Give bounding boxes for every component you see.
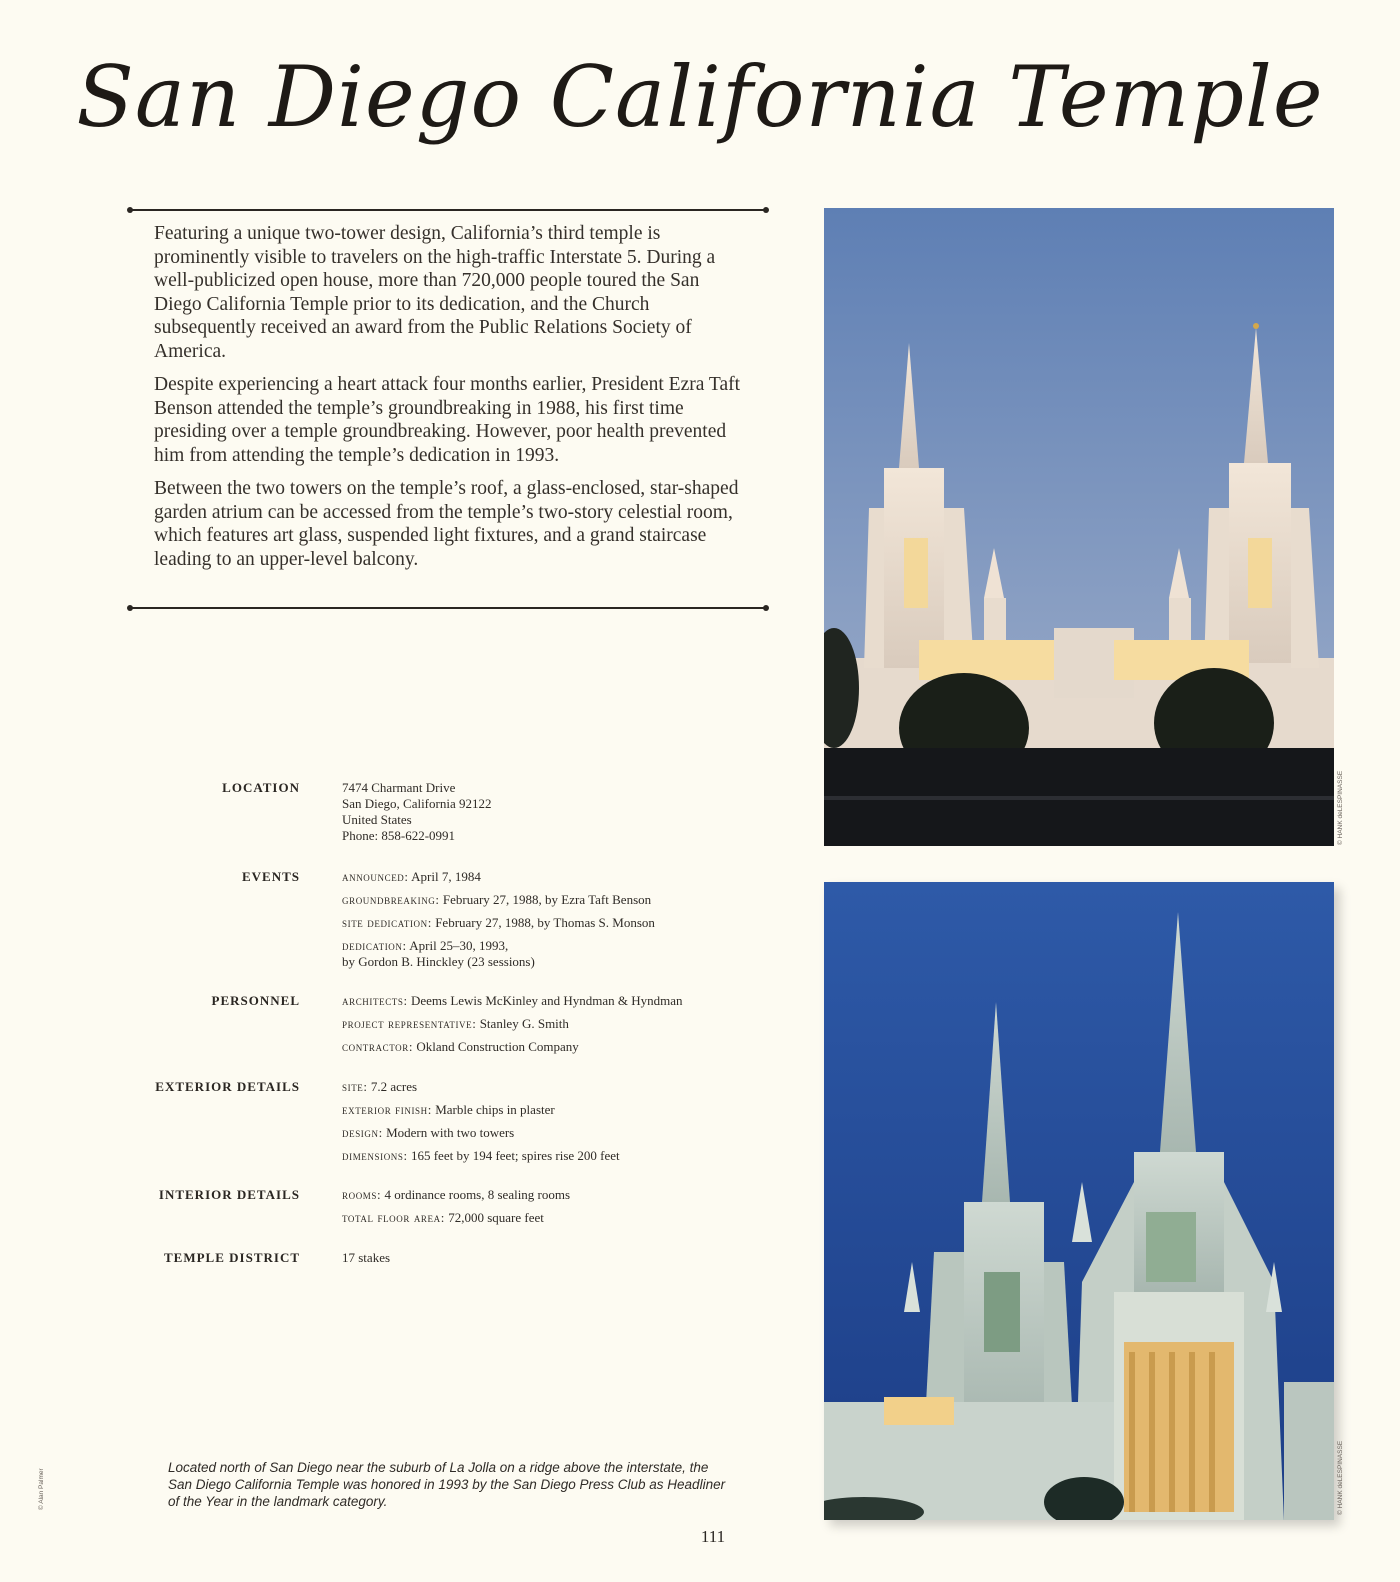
personnel-value: Deems Lewis McKinley and Hyndman & Hyndman xyxy=(407,993,683,1008)
temple-photo-night-art xyxy=(824,882,1334,1520)
personnel-key: project representative: xyxy=(342,1016,477,1031)
event-key: announced: xyxy=(342,869,409,884)
exterior-value: 7.2 acres xyxy=(367,1079,418,1094)
event-value: February 27, 1988, by Ezra Taft Benson xyxy=(439,892,652,907)
event-entry xyxy=(342,892,780,908)
event-value-continued: by Gordon B. Hinckley (23 sessions) xyxy=(342,954,535,969)
exterior-key: dimensions: xyxy=(342,1148,408,1163)
exterior-key: design: xyxy=(342,1125,383,1140)
personnel-row xyxy=(140,993,780,1055)
personnel-value: Stanley G. Smith xyxy=(476,1016,569,1031)
photo-caption: Located north of San Diego near the suburb of La Jolla on a ridge above the interstate, the San Diego California Temple was honored in 1993 by the San Diego Press Club as Headliner of the Year in the landmark category. xyxy=(168,1460,726,1509)
exterior-entry xyxy=(342,1148,780,1164)
interior-value: 4 ordinance rooms, 8 sealing rooms xyxy=(381,1187,571,1202)
interior-value xyxy=(342,1187,780,1226)
event-entry xyxy=(342,869,780,885)
interior-entry xyxy=(342,1187,780,1203)
personnel-value: Okland Construction Company xyxy=(413,1039,579,1054)
temple-photo-night xyxy=(824,882,1334,1520)
personnel-entry xyxy=(342,1016,780,1032)
intro-paragraph: Between the two towers on the temple’s roof, a glass-enclosed, star-shaped garden atrium can be accessed from the temple’s two-story celestial room, which features art glass, suspended light fixtures, and a grand staircase leading to an upper-level balcony. xyxy=(154,478,739,570)
location-value xyxy=(342,780,780,844)
events-value xyxy=(342,869,780,970)
photo-credit-2: © HANK deLESPINASSE xyxy=(1337,1440,1344,1515)
photo-credit-left: © Alan Palmer xyxy=(38,1468,45,1510)
location-label: LOCATION xyxy=(222,780,300,795)
interior-entry xyxy=(342,1210,780,1226)
exterior-row xyxy=(140,1079,780,1164)
interior-row xyxy=(140,1187,780,1226)
exterior-value xyxy=(342,1079,780,1164)
events-row xyxy=(140,869,780,970)
temple-photo-dusk xyxy=(824,208,1334,846)
location-row xyxy=(140,780,780,844)
address-line: United States xyxy=(342,812,412,827)
event-key: dedication: xyxy=(342,938,407,953)
interior-label: INTERIOR DETAILS xyxy=(158,1187,300,1202)
address-line: 7474 Charmant Drive xyxy=(342,780,456,795)
page-number: 111 xyxy=(700,1527,726,1546)
event-entry xyxy=(342,938,780,970)
district-row xyxy=(140,1250,780,1266)
district-value: 17 stakes xyxy=(342,1250,391,1265)
page-title: San Diego California Temple xyxy=(76,48,1324,146)
interior-value: 72,000 square feet xyxy=(444,1210,544,1225)
event-value: February 27, 1988, by Thomas S. Monson xyxy=(431,915,655,930)
personnel-entry xyxy=(342,1039,780,1055)
interior-key: rooms: xyxy=(342,1187,382,1202)
exterior-entry xyxy=(342,1125,780,1141)
personnel-key: contractor: xyxy=(342,1039,414,1054)
top-divider xyxy=(130,209,766,211)
exterior-key: exterior finish: xyxy=(342,1102,432,1117)
personnel-value xyxy=(342,993,780,1055)
phone-line: Phone: 858-622-0991 xyxy=(342,828,456,843)
exterior-value: Marble chips in plaster xyxy=(431,1102,555,1117)
address-line: San Diego, California 92122 xyxy=(342,796,492,811)
exterior-entry xyxy=(342,1102,780,1118)
event-entry xyxy=(342,915,780,931)
personnel-entry xyxy=(342,993,780,1009)
personnel-label: PERSONNEL xyxy=(211,993,300,1008)
interior-key: total floor area: xyxy=(342,1210,445,1225)
event-key: site dedication: xyxy=(342,915,432,930)
exterior-key: site: xyxy=(342,1079,368,1094)
intro-paragraph: Featuring a unique two-tower design, California’s third temple is prominently visible to travelers on the high-traffic Interstate 5. During a well-publicized open house, more than 720,000 people toured the San Diego California Temple prior to its dedication, and the Church subsequently received an award from the Public Relations Society of America. xyxy=(154,223,716,362)
district-label: TEMPLE DISTRICT xyxy=(164,1250,300,1265)
temple-photo-dusk-art xyxy=(824,208,1334,846)
intro-paragraph: Despite experiencing a heart attack four months earlier, President Ezra Taft Benson attended the temple’s groundbreaking in 1988, his first time presiding over a temple groundbreaking. However, poor health prevented him from attending the temple’s dedication in 1993. xyxy=(154,374,741,466)
intro-text xyxy=(154,222,744,581)
event-value: April 25–30, 1993, xyxy=(406,938,509,953)
events-label: EVENTS xyxy=(241,869,300,884)
personnel-key: architects: xyxy=(342,993,408,1008)
event-value: April 7, 1984 xyxy=(408,869,481,884)
photo-credit-1: © HANK deLESPINASSE xyxy=(1337,770,1344,845)
bottom-divider xyxy=(130,607,766,609)
exterior-value: Modern with two towers xyxy=(382,1125,515,1140)
exterior-value: 165 feet by 194 feet; spires rise 200 feet xyxy=(407,1148,620,1163)
exterior-label: EXTERIOR DETAILS xyxy=(155,1079,300,1094)
exterior-entry xyxy=(342,1079,780,1095)
event-key: groundbreaking: xyxy=(342,892,440,907)
